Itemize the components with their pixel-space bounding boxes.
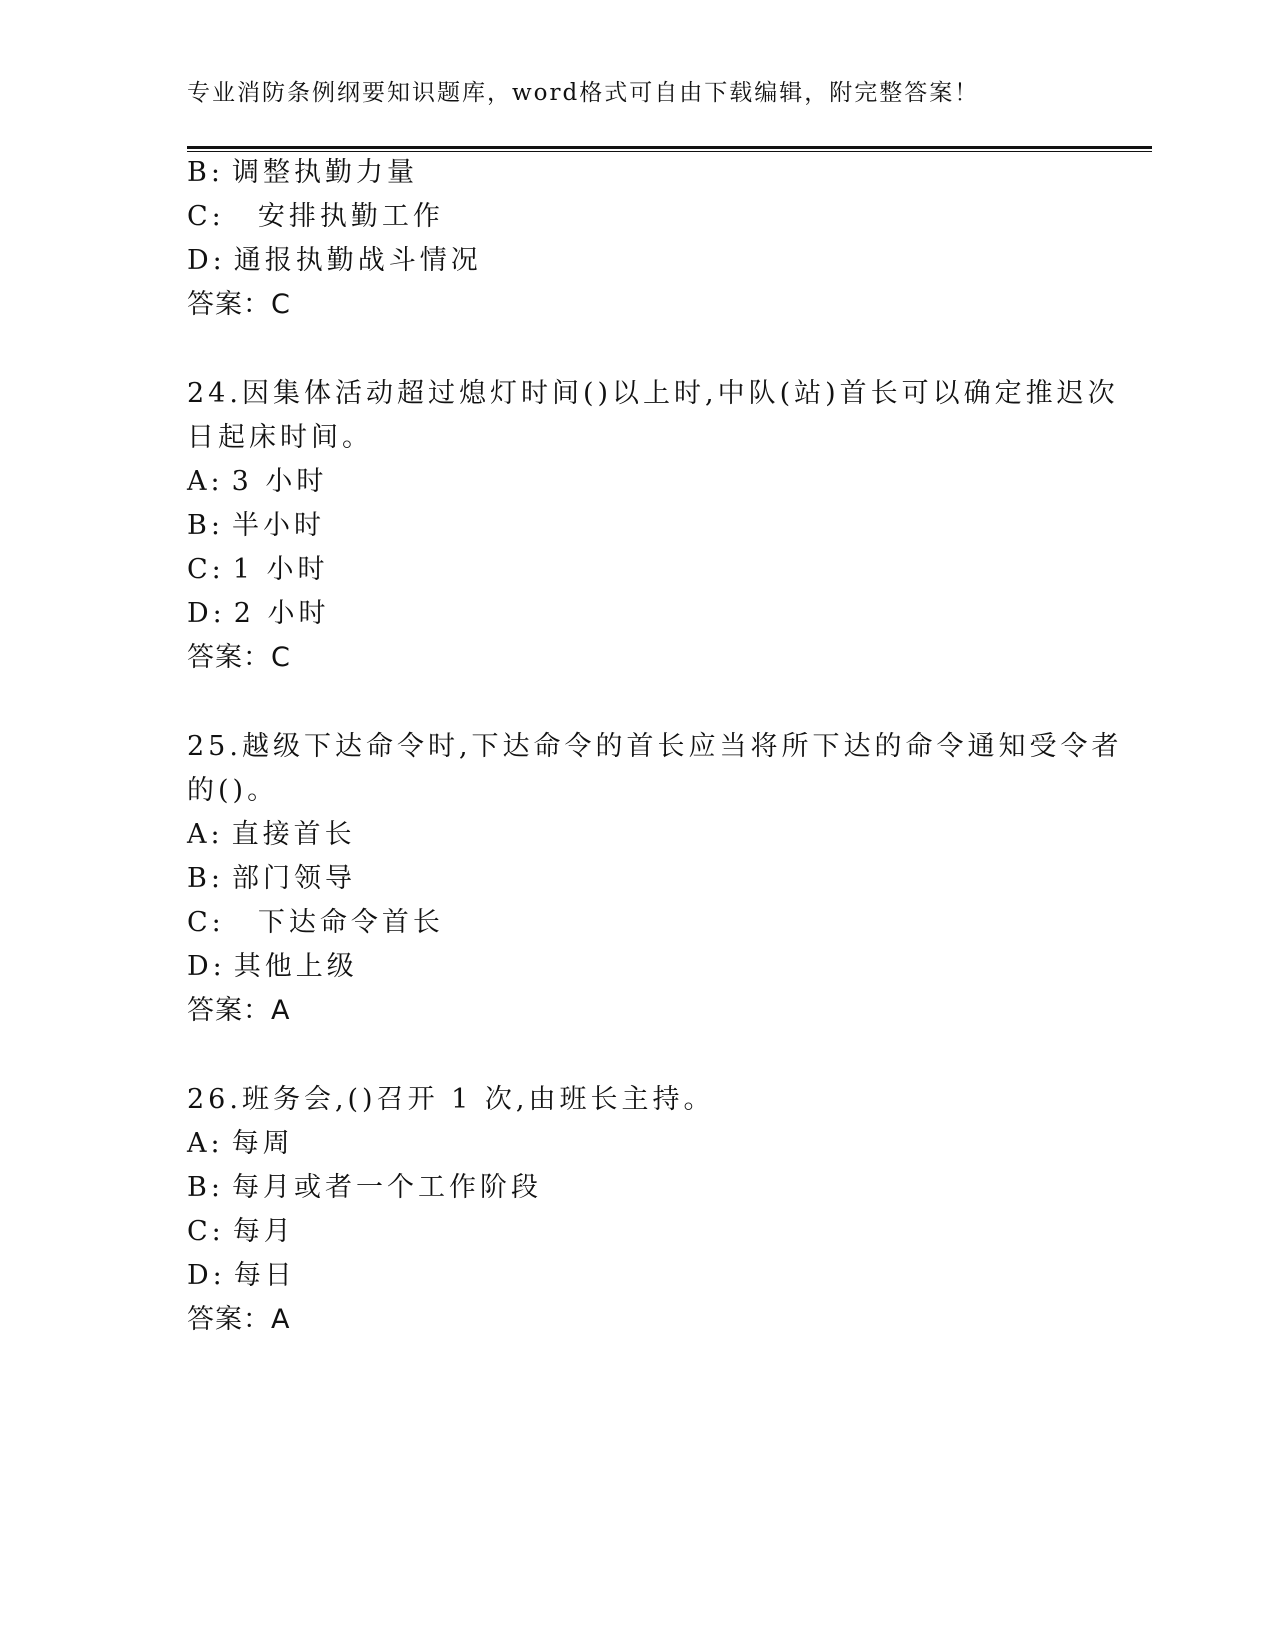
option-label: B: bbox=[187, 157, 224, 188]
option-label: C: bbox=[187, 554, 225, 585]
option-text: 3 小时 bbox=[231, 466, 328, 497]
question-stem: 24.因集体活动超过熄灯时间()以上时,中队(站)首长可以确定推迟次 bbox=[187, 378, 1119, 409]
option-label: B: bbox=[187, 1172, 224, 1203]
option-c bbox=[187, 200, 444, 234]
option-text: 2 小时 bbox=[233, 598, 330, 629]
option-a bbox=[187, 465, 327, 499]
option-text: 每月 bbox=[232, 1216, 295, 1247]
answer-line: 答案：C bbox=[187, 642, 291, 673]
option-text: 每日 bbox=[233, 1260, 296, 1291]
option-a bbox=[187, 1127, 294, 1161]
option-label: C: bbox=[187, 1216, 225, 1247]
option-text: 每月或者一个工作阶段 bbox=[231, 1172, 542, 1203]
option-label: D: bbox=[187, 951, 226, 982]
question-stem: 26.班务会,()召开 1 次,由班长主持。 bbox=[187, 1084, 715, 1115]
option-text: 每周 bbox=[231, 1128, 294, 1159]
header-divider-thin bbox=[187, 151, 1152, 152]
option-text: 其他上级 bbox=[233, 951, 358, 982]
option-d bbox=[187, 1259, 296, 1293]
option-c bbox=[187, 906, 444, 940]
answer-line: 答案：C bbox=[187, 289, 291, 320]
option-a bbox=[187, 818, 356, 852]
question-stem: 25.越级下达命令时,下达命令的首长应当将所下达的命令通知受令者 bbox=[187, 731, 1123, 762]
option-b bbox=[187, 509, 325, 543]
option-b bbox=[187, 156, 418, 190]
option-label: A: bbox=[187, 819, 224, 850]
option-label: B: bbox=[187, 863, 224, 894]
option-label: C: bbox=[187, 201, 225, 232]
option-text: 直接首长 bbox=[231, 819, 356, 850]
option-label: B: bbox=[187, 510, 224, 541]
option-text: 安排执勤工作 bbox=[232, 201, 444, 232]
option-text: 下达命令首长 bbox=[232, 907, 444, 938]
option-label: D: bbox=[187, 598, 226, 629]
option-text: 半小时 bbox=[231, 510, 325, 541]
option-b bbox=[187, 1171, 542, 1205]
option-c bbox=[187, 1215, 295, 1249]
option-label: A: bbox=[187, 466, 224, 497]
option-text: 1 小时 bbox=[232, 554, 329, 585]
question-stem-continued: 的()。 bbox=[187, 775, 279, 806]
option-b bbox=[187, 862, 356, 896]
option-text: 调整执勤力量 bbox=[231, 157, 418, 188]
page-header: 专业消防条例纲要知识题库，word格式可自由下载编辑，附完整答案！ bbox=[187, 80, 980, 106]
option-label: A: bbox=[187, 1128, 224, 1159]
option-c bbox=[187, 553, 329, 587]
answer-line: 答案：A bbox=[187, 1304, 291, 1335]
option-d bbox=[187, 244, 482, 278]
option-label: D: bbox=[187, 245, 226, 276]
option-text: 通报执勤战斗情况 bbox=[233, 245, 482, 276]
option-label: D: bbox=[187, 1260, 226, 1291]
question-stem-continued: 日起床时间。 bbox=[187, 422, 373, 453]
header-divider-thick bbox=[187, 146, 1152, 149]
option-label: C: bbox=[187, 907, 225, 938]
option-text: 部门领导 bbox=[231, 863, 356, 894]
answer-line: 答案：A bbox=[187, 995, 291, 1026]
option-d bbox=[187, 597, 330, 631]
option-d bbox=[187, 950, 358, 984]
